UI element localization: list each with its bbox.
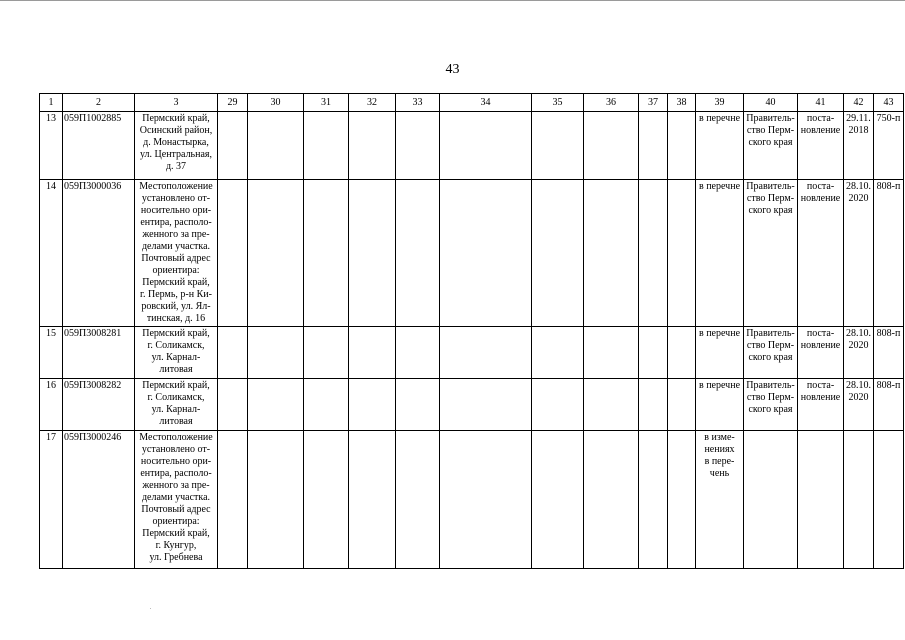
address-cell-line: делами участка. <box>141 492 211 503</box>
row-number: 14 <box>40 180 63 327</box>
address-cell-line: Почтовый адрес <box>141 504 211 515</box>
document-number: 750-п <box>874 112 904 180</box>
document-type-line: поста- <box>806 113 835 124</box>
document-type-line: поста- <box>806 181 835 192</box>
document-type-line: новление <box>800 392 841 403</box>
address-cell-line: ровский, ул. Ял- <box>141 301 211 312</box>
cadastral-number: 059П3008282 <box>63 379 135 431</box>
address-cell-line: д. 37 <box>165 161 187 172</box>
document-type <box>798 431 844 569</box>
document-date <box>844 112 874 180</box>
document-date-line: 2020 <box>848 340 869 351</box>
empty-cell <box>396 180 440 327</box>
address-cell <box>135 327 218 379</box>
empty-cell <box>304 379 349 431</box>
authority-name <box>744 180 798 327</box>
empty-cell <box>396 431 440 569</box>
address-cell-line: ул. Карнал- <box>151 352 201 363</box>
document-date-line: 28.10. <box>846 328 871 339</box>
cadastral-number: 059П1002885 <box>63 112 135 180</box>
document-type-line: новление <box>800 340 841 351</box>
empty-cell <box>248 112 304 180</box>
address-cell-line: литовая <box>159 364 193 375</box>
empty-cell <box>304 180 349 327</box>
document-type-line: поста- <box>806 380 835 391</box>
empty-cell <box>349 180 396 327</box>
empty-cell <box>639 112 668 180</box>
empty-cell <box>396 327 440 379</box>
address-cell-line: Местоположение <box>139 181 213 192</box>
address-cell-line: женного за пре- <box>142 480 210 491</box>
address-cell-line: ул. Гребнева <box>149 552 203 563</box>
address-cell-line: ориентира: <box>152 265 200 276</box>
cadastral-number: 059П3008281 <box>63 327 135 379</box>
address-cell-line: женного за пре- <box>142 229 210 240</box>
empty-cell <box>639 431 668 569</box>
authority-name-line: ство Перм- <box>746 340 795 351</box>
row-number: 16 <box>40 379 63 431</box>
column-header-29: 29 <box>218 94 248 112</box>
authority-name-line: ского края <box>748 137 793 148</box>
table-row <box>40 431 904 569</box>
authority-name-line: Правитель- <box>746 380 795 391</box>
empty-cell <box>440 180 532 327</box>
cadastral-number: 059П3000036 <box>63 180 135 327</box>
empty-cell <box>639 180 668 327</box>
empty-cell <box>584 327 639 379</box>
table-body <box>40 112 904 569</box>
address-cell-line: г. Соликамск, <box>147 340 205 351</box>
empty-cell <box>532 379 584 431</box>
page-number: 43 <box>445 62 460 77</box>
document-type-line: новление <box>800 125 841 136</box>
empty-cell <box>248 379 304 431</box>
address-cell-line: установлено от- <box>141 444 211 455</box>
address-cell <box>135 112 218 180</box>
row-number: 15 <box>40 327 63 379</box>
empty-cell <box>248 327 304 379</box>
authority-name-line: ского края <box>748 352 793 363</box>
authority-name <box>744 379 798 431</box>
empty-cell <box>668 431 696 569</box>
row-number: 17 <box>40 431 63 569</box>
inclusion-status-line: нениях <box>704 444 735 455</box>
address-cell <box>135 379 218 431</box>
document-number <box>874 431 904 569</box>
address-cell-line: ентира, располо- <box>140 468 212 479</box>
registry-table <box>39 93 904 569</box>
empty-cell <box>218 180 248 327</box>
column-header-3: 3 <box>135 94 218 112</box>
empty-cell <box>639 327 668 379</box>
empty-cell <box>668 112 696 180</box>
inclusion-status-line: в перечне <box>698 181 741 192</box>
authority-name <box>744 431 798 569</box>
column-header-31: 31 <box>304 94 349 112</box>
column-header-42: 42 <box>844 94 874 112</box>
empty-cell <box>532 431 584 569</box>
address-cell-line: Пермский край, <box>142 328 210 339</box>
column-header-41: 41 <box>798 94 844 112</box>
inclusion-status <box>696 327 744 379</box>
empty-cell <box>440 112 532 180</box>
document-type-line: новление <box>800 193 841 204</box>
inclusion-status-line: в изме- <box>704 432 735 443</box>
empty-cell <box>218 431 248 569</box>
document-type <box>798 112 844 180</box>
authority-name-line: ство Перм- <box>746 392 795 403</box>
address-cell <box>135 180 218 327</box>
column-header-37: 37 <box>639 94 668 112</box>
address-cell <box>135 431 218 569</box>
empty-cell <box>584 379 639 431</box>
empty-cell <box>349 327 396 379</box>
inclusion-status-line: в перечне <box>698 113 741 124</box>
authority-name-line: Правитель- <box>746 181 795 192</box>
inclusion-status-line: чень <box>709 468 730 479</box>
empty-cell <box>218 379 248 431</box>
document-date-line: 2018 <box>848 125 869 136</box>
address-cell-line: установлено от- <box>141 193 211 204</box>
empty-cell <box>248 180 304 327</box>
document-type-line: поста- <box>806 328 835 339</box>
address-cell-line: д. Монастырка, <box>143 137 209 148</box>
empty-cell <box>584 112 639 180</box>
address-cell-line: Почтовый адрес <box>141 253 211 264</box>
authority-name-line: Правитель- <box>746 328 795 339</box>
empty-cell <box>639 379 668 431</box>
authority-name <box>744 112 798 180</box>
top-edge-line <box>0 0 905 1</box>
column-header-36: 36 <box>584 94 639 112</box>
address-cell-line: делами участка. <box>141 241 211 252</box>
document-date-line: 29.11. <box>846 113 871 124</box>
inclusion-status <box>696 379 744 431</box>
empty-cell <box>218 327 248 379</box>
address-cell-line: г. Соликамск, <box>147 392 205 403</box>
column-header-43: 43 <box>874 94 904 112</box>
cadastral-number: 059П3000246 <box>63 431 135 569</box>
table-row <box>40 379 904 431</box>
inclusion-status-line: в перечне <box>698 328 741 339</box>
empty-cell <box>584 431 639 569</box>
empty-cell <box>668 327 696 379</box>
authority-name-line: ского края <box>748 404 793 415</box>
document-date <box>844 180 874 327</box>
address-cell-line: Пермский край, <box>142 380 210 391</box>
column-header-34: 34 <box>440 94 532 112</box>
empty-cell <box>349 431 396 569</box>
header-row <box>40 94 904 112</box>
empty-cell <box>248 431 304 569</box>
authority-name-line: ского края <box>748 205 793 216</box>
address-cell-line: г. Кунгур, <box>155 540 197 551</box>
document-type <box>798 327 844 379</box>
document-date-line: 28.10. <box>846 181 871 192</box>
document-date <box>844 327 874 379</box>
authority-name <box>744 327 798 379</box>
empty-cell <box>304 112 349 180</box>
empty-cell <box>584 180 639 327</box>
address-cell-line: ул. Карнал- <box>151 404 201 415</box>
column-header-2: 2 <box>63 94 135 112</box>
document-type <box>798 379 844 431</box>
address-cell-line: ориентира: <box>152 516 200 527</box>
document-date-line: 28.10. <box>846 380 871 391</box>
table-row <box>40 180 904 327</box>
authority-name-line: ство Перм- <box>746 125 795 136</box>
address-cell-line: Пермский край, <box>142 113 210 124</box>
column-header-33: 33 <box>396 94 440 112</box>
document-date <box>844 431 874 569</box>
address-cell-line: Местоположение <box>139 432 213 443</box>
empty-cell <box>532 180 584 327</box>
empty-cell <box>304 327 349 379</box>
row-number: 13 <box>40 112 63 180</box>
address-cell-line: носительно ори- <box>140 456 212 467</box>
empty-cell <box>668 180 696 327</box>
address-cell-line: носительно ори- <box>140 205 212 216</box>
empty-cell <box>532 112 584 180</box>
document-number: 808-п <box>874 379 904 431</box>
address-cell-line: литовая <box>159 416 193 427</box>
document-date <box>844 379 874 431</box>
scan-speck <box>150 608 151 609</box>
inclusion-status <box>696 180 744 327</box>
empty-cell <box>440 379 532 431</box>
document-number: 808-п <box>874 180 904 327</box>
empty-cell <box>532 327 584 379</box>
empty-cell <box>440 327 532 379</box>
table-row <box>40 327 904 379</box>
address-cell-line: ул. Центральная, <box>139 149 213 160</box>
inclusion-status-line: в пере- <box>704 456 735 467</box>
document-type <box>798 180 844 327</box>
column-header-35: 35 <box>532 94 584 112</box>
empty-cell <box>396 379 440 431</box>
column-header-32: 32 <box>349 94 396 112</box>
inclusion-status <box>696 431 744 569</box>
empty-cell <box>349 379 396 431</box>
column-header-30: 30 <box>248 94 304 112</box>
empty-cell <box>396 112 440 180</box>
empty-cell <box>218 112 248 180</box>
document-date-line: 2020 <box>848 392 869 403</box>
address-cell-line: тинская, д. 16 <box>146 313 206 324</box>
empty-cell <box>440 431 532 569</box>
column-header-39: 39 <box>696 94 744 112</box>
address-cell-line: Пермский край, <box>142 277 210 288</box>
empty-cell <box>304 431 349 569</box>
empty-cell <box>349 112 396 180</box>
address-cell-line: ентира, располо- <box>140 217 212 228</box>
authority-name-line: ство Перм- <box>746 193 795 204</box>
address-cell-line: Осинский район, <box>139 125 213 136</box>
table-row <box>40 112 904 180</box>
column-header-40: 40 <box>744 94 798 112</box>
inclusion-status <box>696 112 744 180</box>
authority-name-line: Правитель- <box>746 113 795 124</box>
column-header-1: 1 <box>40 94 63 112</box>
inclusion-status-line: в перечне <box>698 380 741 391</box>
address-cell-line: г. Пермь, р-н Ки- <box>140 289 212 300</box>
document-date-line: 2020 <box>848 193 869 204</box>
column-header-38: 38 <box>668 94 696 112</box>
document-number: 808-п <box>874 327 904 379</box>
address-cell-line: Пермский край, <box>142 528 210 539</box>
empty-cell <box>668 379 696 431</box>
